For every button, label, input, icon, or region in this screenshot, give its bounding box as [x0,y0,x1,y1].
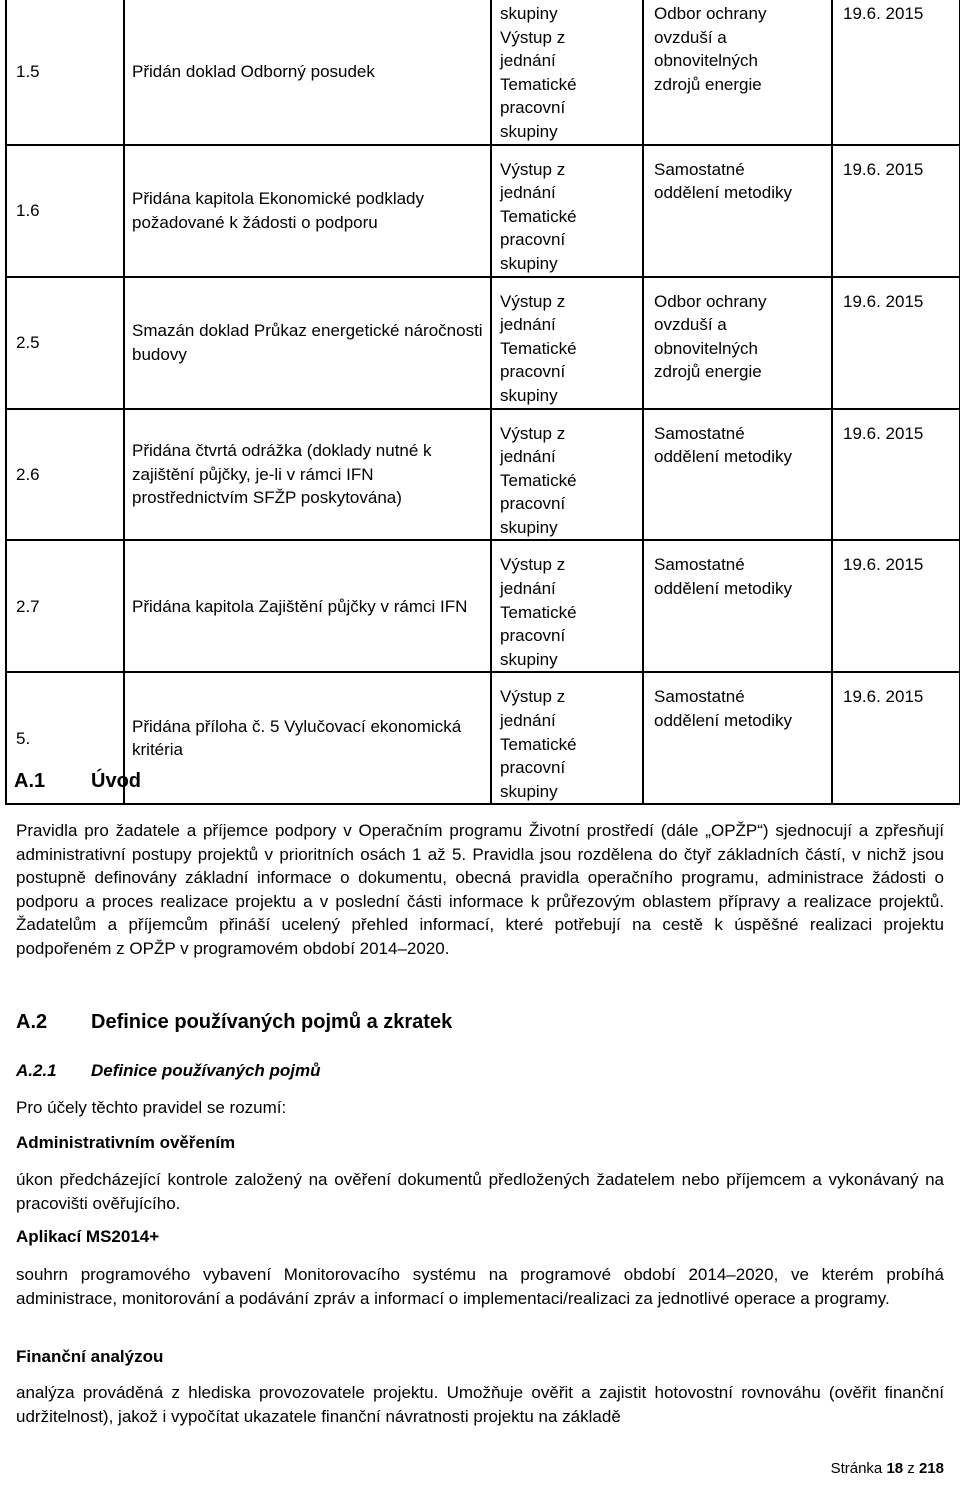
date-cell [832,145,960,277]
date-cell-text: 19.6. 2015 [843,423,924,443]
version-cell [6,277,124,409]
description-cell [124,145,491,277]
department-cell-text: Samostatné oddělení metodiky [654,423,792,467]
date-cell-text: 19.6. 2015 [843,159,924,179]
footer-page-number: 18 [886,1460,904,1477]
definition-term: Administrativním ověřením [16,1133,236,1152]
department-cell [643,672,832,804]
description-cell-text: Přidána kapitola Ekonomické podklady požadované k žádosti o podporu [132,188,425,232]
section-a1-number: A.1 [14,770,46,792]
author-cell [491,277,643,409]
department-cell-text: Odbor ochrany ovzduší a obnovitelných zdrojů energie [654,291,767,382]
description-cell [124,0,491,145]
date-cell-text: 19.6. 2015 [843,555,924,575]
description-cell [124,277,491,409]
date-cell [832,409,960,541]
author-cell-text: Výstup z jednání Tematické pracovní skupiny [500,687,577,801]
version-cell [6,145,124,277]
date-cell-text: 19.6. 2015 [843,4,924,23]
author-cell [491,409,643,541]
section-a1-paragraph: Pravidla pro žadatele a příjemce podpory v Operačním programu Životní prostředí (dále „OPŽP“) sjednocují a zpřesňují administrativní postupy projektů v prioritních osách 1 až 5. Pravidla jsou rozdělena do čtyř základních částí, v nichž jsou postupně definovány základní informace o dokumentu, obecná pravidla operačního programu, administrace žádosti o podporu a proces realizace projektu a v poslední části informace k průřezovým oblastem přípravy a realizace projektů. Žadatelům a příjemcům přináší ucelený přehled informací, které potřebují na cestě k úspěšné realizaci projektu podpořeném z OPŽP v programovém období 2014–2020. [16,821,944,958]
version-cell [6,0,124,145]
version-cell-text: 2.7 [16,596,40,616]
department-cell [643,540,832,672]
section-a2-title: Definice používaných pojmů a zkratek [91,1011,453,1033]
version-cell-text: 5. [16,728,31,748]
description-cell [124,409,491,541]
version-cell-text: 2.5 [16,332,40,352]
description-cell-text: Smazán doklad Průkaz energetické náročnosti budovy [132,320,483,364]
section-a21-title: Definice používaných pojmů [91,1061,321,1080]
section-a21-number: A.2.1 [16,1061,57,1080]
department-cell [643,409,832,541]
definition-text: analýza prováděná z hlediska provozovatele projektu. Umožňuje ověřit a zajistit hotovostní rovnováhu (ověřit finanční udržitelnost), jakož i vypočítat ukazatele finanční návratnosti projektu na základě [16,1383,944,1426]
date-cell [832,277,960,409]
version-cell-text: 2.6 [16,464,40,484]
description-cell [124,540,491,672]
version-cell-text: 1.6 [16,200,40,220]
section-a2-number: A.2 [16,1011,48,1033]
date-cell [832,540,960,672]
page-footer [831,1460,944,1477]
definition-text: souhrn programového vybavení Monitorovacího systému na programové období 2014–2020, ve kterém probíhá administrace, monitorování a podávání zpráv a informací o implementaci/realizaci za jednotlivé operace a programy. [16,1265,944,1308]
author-cell [491,672,643,804]
description-cell-text: Přidána čtvrtá odrážka (doklady nutné k zajištění půjčky, je-li v rámci IFN prostřednictvím SFŽP poskytována) [132,441,432,508]
section-a21-intro: Pro účely těchto pravidel se rozumí: [16,1098,287,1117]
definition-term: Aplikací MS2014+ [16,1227,160,1246]
date-cell-text: 19.6. 2015 [843,687,924,707]
description-cell [124,672,491,804]
department-cell-text: Odbor ochrany ovzduší a obnovitelných zdrojů energie [654,4,767,94]
section-a1-title: Úvod [91,770,141,792]
date-cell [832,672,960,804]
footer-separator: z [907,1460,915,1477]
department-cell [643,277,832,409]
change-log-row [6,409,960,541]
description-cell-text: Přidán doklad Odborný posudek [132,61,375,81]
author-cell-text: Výstup z jednání Tematické pracovní skupiny [500,159,577,273]
change-log-row [6,0,960,145]
author-cell [491,0,643,145]
description-cell-text: Přidána příloha č. 5 Vylučovací ekonomická kritéria [132,716,462,760]
department-cell-text: Samostatné oddělení metodiky [654,159,792,203]
date-cell [832,0,960,145]
department-cell-text: Samostatné oddělení metodiky [654,687,792,731]
footer-page-total: 218 [918,1460,944,1477]
version-cell [6,409,124,541]
author-cell [491,540,643,672]
footer-prefix: Stránka [830,1460,883,1477]
date-cell-text: 19.6. 2015 [843,291,924,311]
change-log-row [6,145,960,277]
author-cell [491,145,643,277]
version-cell [6,540,124,672]
change-log-table [5,0,960,805]
author-cell-text: Výstup z jednání Tematické pracovní skupiny [500,423,577,537]
change-log-row [6,277,960,409]
author-cell-text: skupiny Výstup z jednání Tematické pracovní skupiny [500,4,577,141]
author-cell-text: Výstup z jednání Tematické pracovní skupiny [500,291,577,405]
change-log-row [6,672,960,804]
change-log-row [6,540,960,672]
department-cell [643,0,832,145]
definition-term: Finanční analýzou [16,1347,164,1366]
department-cell [643,145,832,277]
author-cell-text: Výstup z jednání Tematické pracovní skupiny [500,555,577,669]
description-cell-text: Přidána kapitola Zajištění půjčky v rámci IFN [132,596,468,616]
definition-text: úkon předcházející kontrole založený na ověření dokumentů předložených žadatelem nebo příjemcem a vykonávaný na pracovišti ověřujícího. [16,1170,944,1213]
change-log-body [6,0,960,804]
department-cell-text: Samostatné oddělení metodiky [654,555,792,599]
version-cell-text: 1.5 [16,61,40,81]
